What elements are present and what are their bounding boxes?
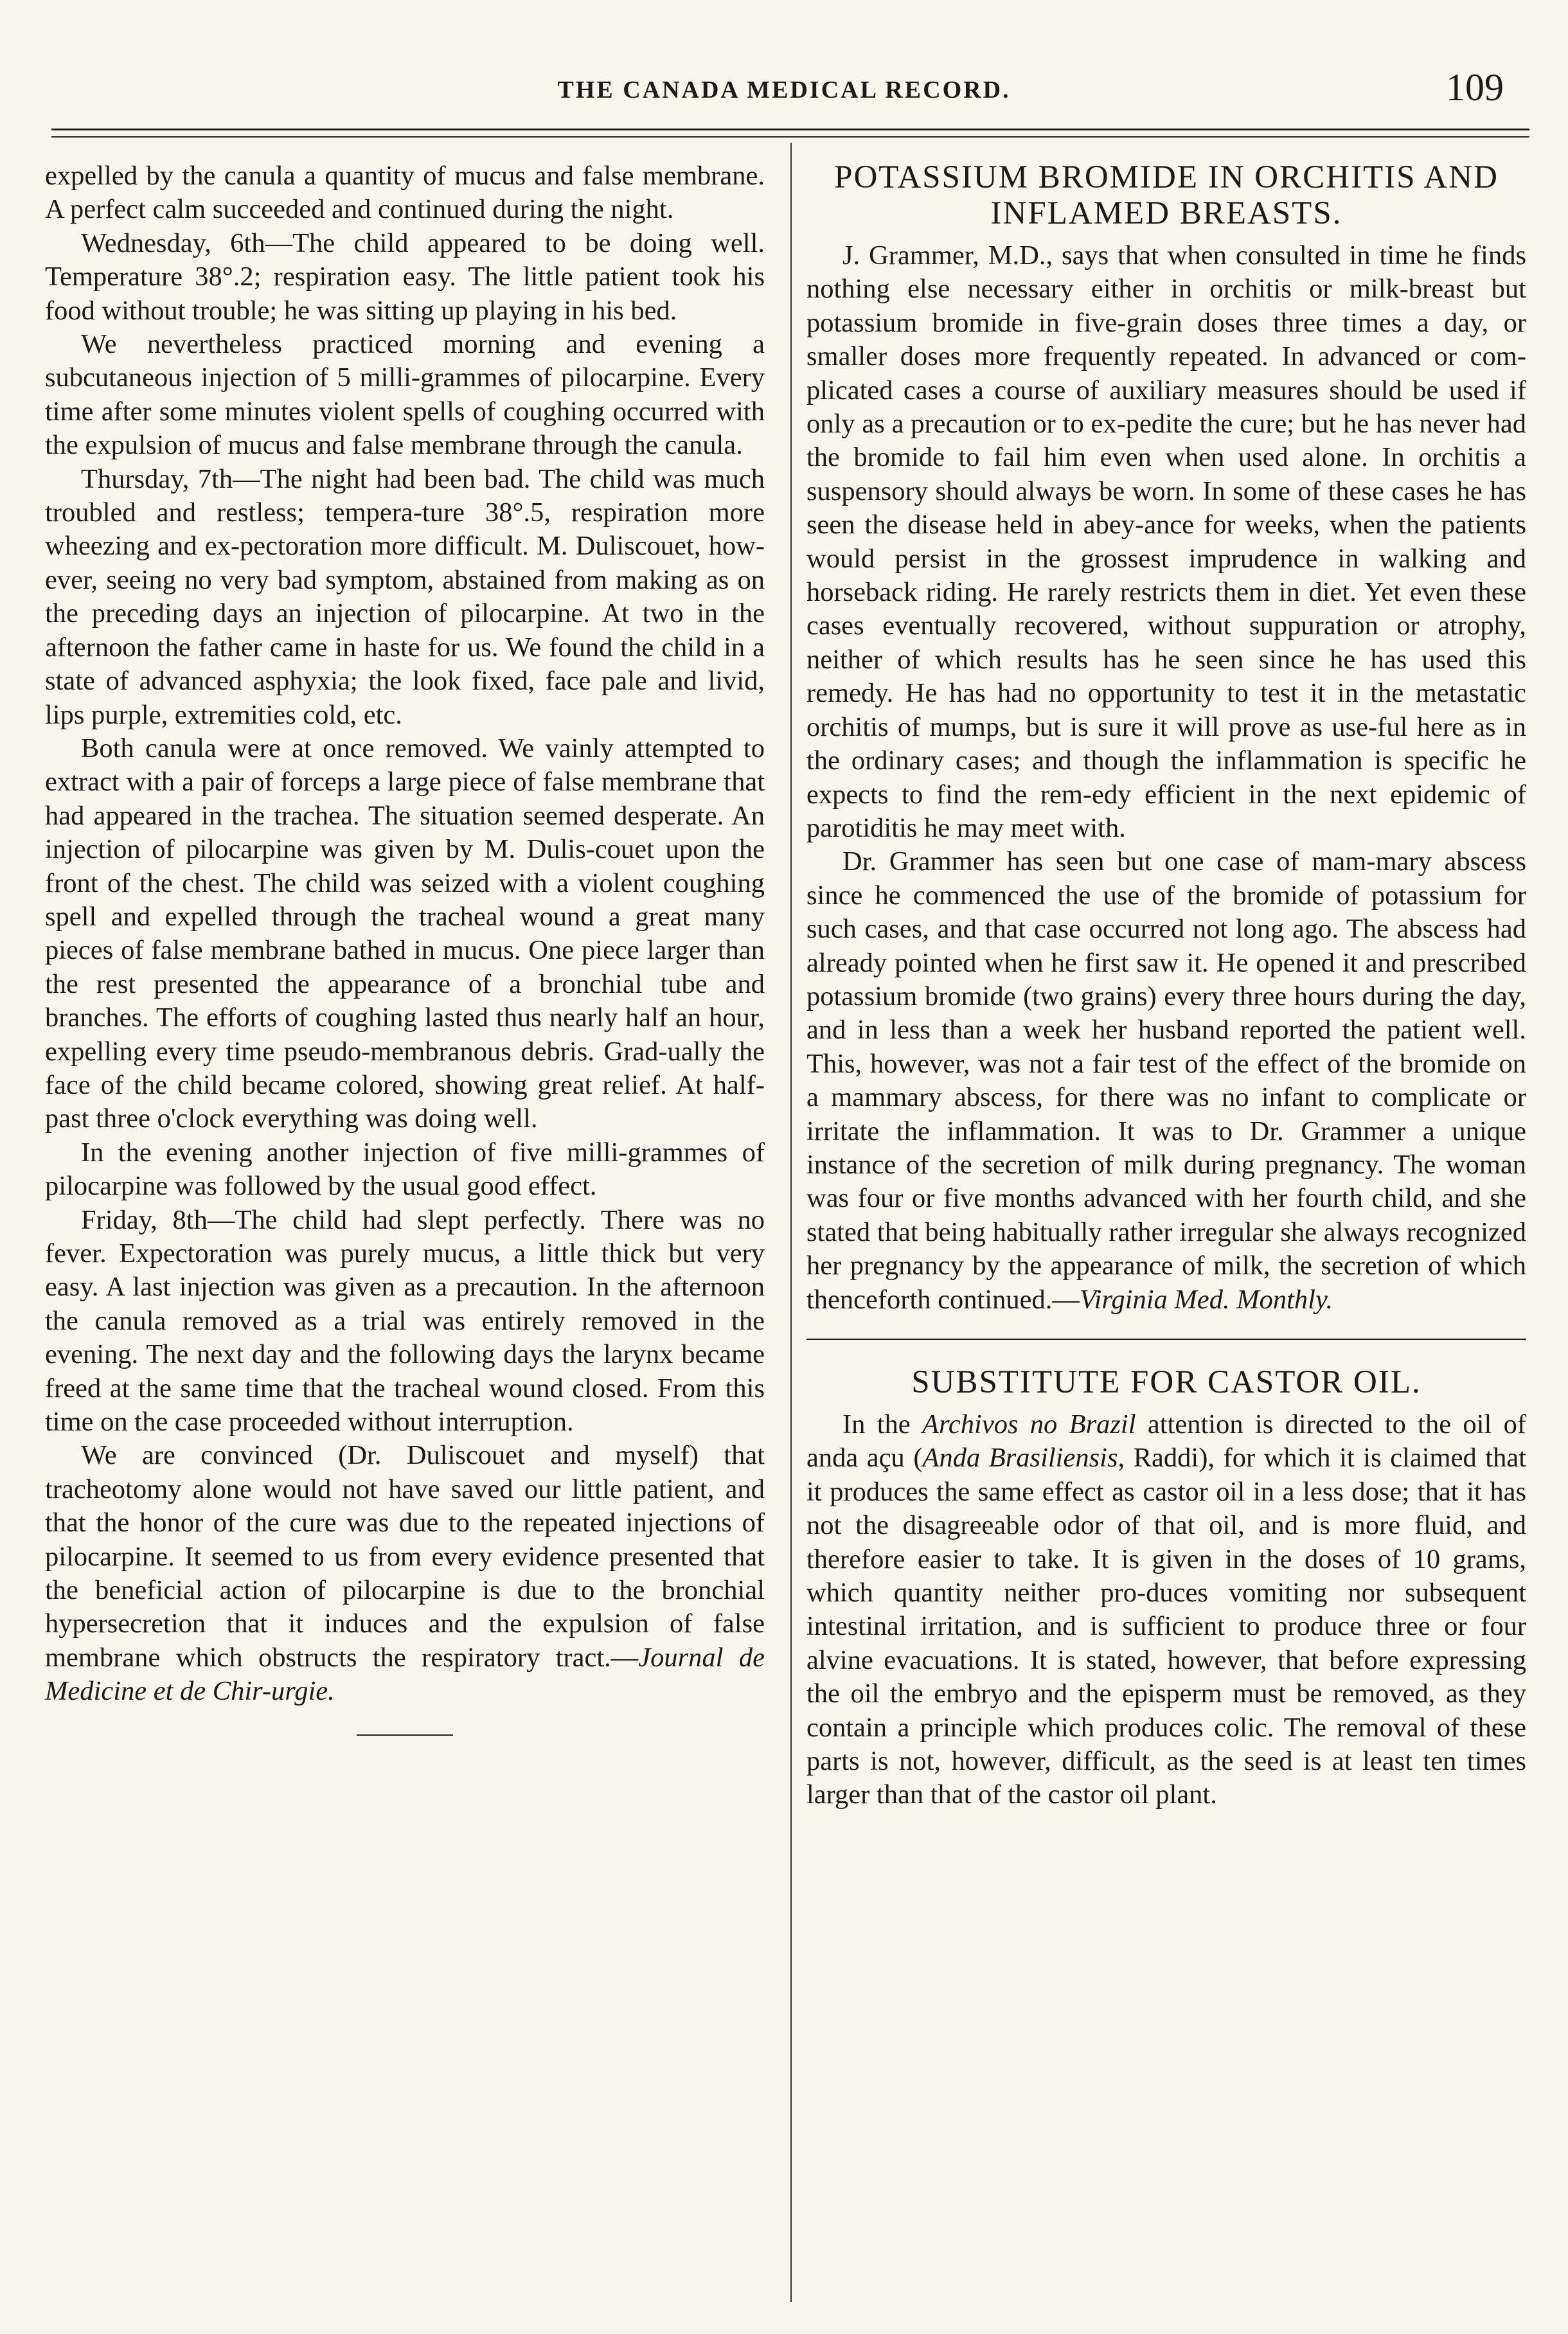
paragraph-text: We are convinced (Dr. Duliscouet and myself) that tracheotomy alone would not have saved our little patient, and that the honor of the cure was due to the repeated injections of pilocarpine. It seemed to us from every evidence presented that the beneficial action of pilocarpine is due to the bronchial hypersecretion that it induces and the expulsion of false membrane which obstructs the respiratory tract.— [45, 1440, 765, 1673]
page-header [51, 64, 1517, 109]
paragraph-with-citation [45, 1439, 765, 1708]
paragraph-with-citation [806, 845, 1526, 1317]
journal-name: Archivos no Brazil [922, 1409, 1136, 1439]
paragraph: Wednesday, 6th—The child appeared to be doing well. Temperature 38°.2; respiration easy. The little patient took his food without trouble; he was sitting up playing in his bed. [45, 227, 765, 326]
paragraph: We nevertheless practiced morning and evening a subcutaneous injection of 5 milli-grammes of pilocarpine. Every time after some minutes violent spells of coughing occurred with the expulsion of mucus and false membrane through the canula. [45, 329, 765, 461]
text-segment: In the [842, 1409, 922, 1439]
species-name: Anda Brasiliensis [922, 1443, 1118, 1474]
page-number: 109 [1446, 66, 1504, 109]
header-rule-top [51, 129, 1529, 130]
column-divider [790, 143, 792, 2302]
paragraph: expelled by the canula a quantity of mucus and false membrane. A perfect calm succeeded and continued during the night. [45, 161, 765, 225]
left-column [45, 159, 765, 1736]
citation: Journal de Medicine et de Chir-urgie. [45, 1642, 765, 1707]
header-rule-bottom [51, 136, 1529, 138]
text-segment: , Raddi), for which it is claimed that it produces the same effect as castor oil in a less dose; that it has not the disagreeable odor of that oil, and is more fluid, and therefore easier to take. It is given in the doses of 10 grams, which quantity neither pro-duces vomiting nor subsequent intestinal irritation, and is sufficient to produce three or four alvine evacuations. It is stated, however, that before expressing the oil the embryo and the episperm must be removed, as they contain a principle which produces colic. The removal of these parts is not, however, difficult, as the seed is at least ten times larger than that of the castor oil plant. [806, 1443, 1527, 1810]
paragraph: J. Grammer, M.D., says that when consulted in time he finds nothing else necessary either in orchitis or milk-breast but potassium bromide in five-grain doses three times a day, or smaller doses more frequently repeated. In advanced or com-plicated cases a course of auxiliary measures should be used if only as a precaution or to ex-pedite the cure; but he has never had the bromide to fail him even when used alone. In orchitis a suspensory should always be worn. In some of these cases he has seen the disease held in abey-ance for weeks, when the patients would persist in the grossest imprudence in walking and horseback riding. He rarely restricts them in diet. Yet even these cases eventually recovered, without suppuration or atrophy, neither of which results has he seen since he has used this remedy. He has had no opportunity to test it in the metastatic orchitis of mumps, but is sure it will prove as use-ful here as in the ordinary cases; and though the inflammation is specific he expects to find the rem-edy efficient in the next epidemic of parotiditis he may meet with. [806, 240, 1526, 843]
article-separator [806, 1339, 1526, 1340]
paragraph: Friday, 8th—The child had slept perfectly. There was no fever. Expectoration was purely mucus, a little thick but very easy. A last injection was given as a precaution. In the afternoon the canula removed as a trial was entirely removed in the evening. The next day and the following days the larynx became freed at the same time that the tracheal wound closed. From this time on the case proceeded without interruption. [45, 1204, 765, 1438]
article-heading-bromide: POTASSIUM BROMIDE IN ORCHITIS AND INFLAMED BREASTS. [834, 159, 1499, 231]
paragraph: Thursday, 7th—The night had been bad. The child was much troubled and restless; tempera-ture 38°.5, respiration more wheezing and ex-pectoration more difficult. M. Duliscouet, how-ever, seeing no very bad symptom, abstained from making as on the preceding days an injection of pilocarpine. At two in the afternoon the father came in haste for us. We found the child in a state of advanced asphyxia; the look fixed, face pale and livid, lips purple, extremities cold, etc. [45, 463, 765, 730]
end-rule [357, 1734, 453, 1736]
paragraph: Both canula were at once removed. We vainly attempted to extract with a pair of forceps a large piece of false membrane that had appeared in the trachea. The situation seemed desperate. An injection of pilocarpine was given by M. Dulis-couet upon the front of the chest. The child was seized with a violent coughing spell and expelled through the tracheal wound a great many pieces of false membrane bathed in mucus. One piece larger than the rest presented the appearance of a bronchial tube and branches. The efforts of coughing lasted thus nearly half an hour, expelling every time pseudo-membranous debris. Grad-ually the face of the child became colored, showing great relief. At half-past three o'clock everything was doing well. [45, 733, 765, 1134]
right-column [806, 159, 1526, 1812]
journal-title: THE CANADA MEDICAL RECORD. [557, 76, 1011, 103]
text-segment: attention is directed to the oil of anda açu ( [806, 1409, 1526, 1474]
citation: Virginia Med. Monthly. [1079, 1284, 1333, 1315]
article-heading-castor: SUBSTITUTE FOR CASTOR OIL. [911, 1364, 1421, 1400]
paragraph: In the evening another injection of five milli-grammes of pilocarpine was followed by the usual good effect. [45, 1137, 765, 1202]
paragraph [806, 1408, 1526, 1812]
paragraph-text: Dr. Grammer has seen but one case of mam-mary abscess since he commenced the use of the bromide of potassium for such cases, and that case occurred not long ago. The abscess had already pointed when he first saw it. He opened it and prescribed potassium bromide (two grains) every three hours during the day, and in less than a week her husband reported the patient well. This, however, was not a fair test of the effect of the bromide on a mammary abscess, for there was no infant to complicate or irritate the inflammation. It was to Dr. Grammer a unique instance of the secretion of milk during pregnancy. The woman was four or five months advanced with her fourth child, and she stated that being habitually rather irregular she always recognized her pregnancy by the appearance of milk, the secretion of which thenceforth continued.— [806, 846, 1526, 1315]
